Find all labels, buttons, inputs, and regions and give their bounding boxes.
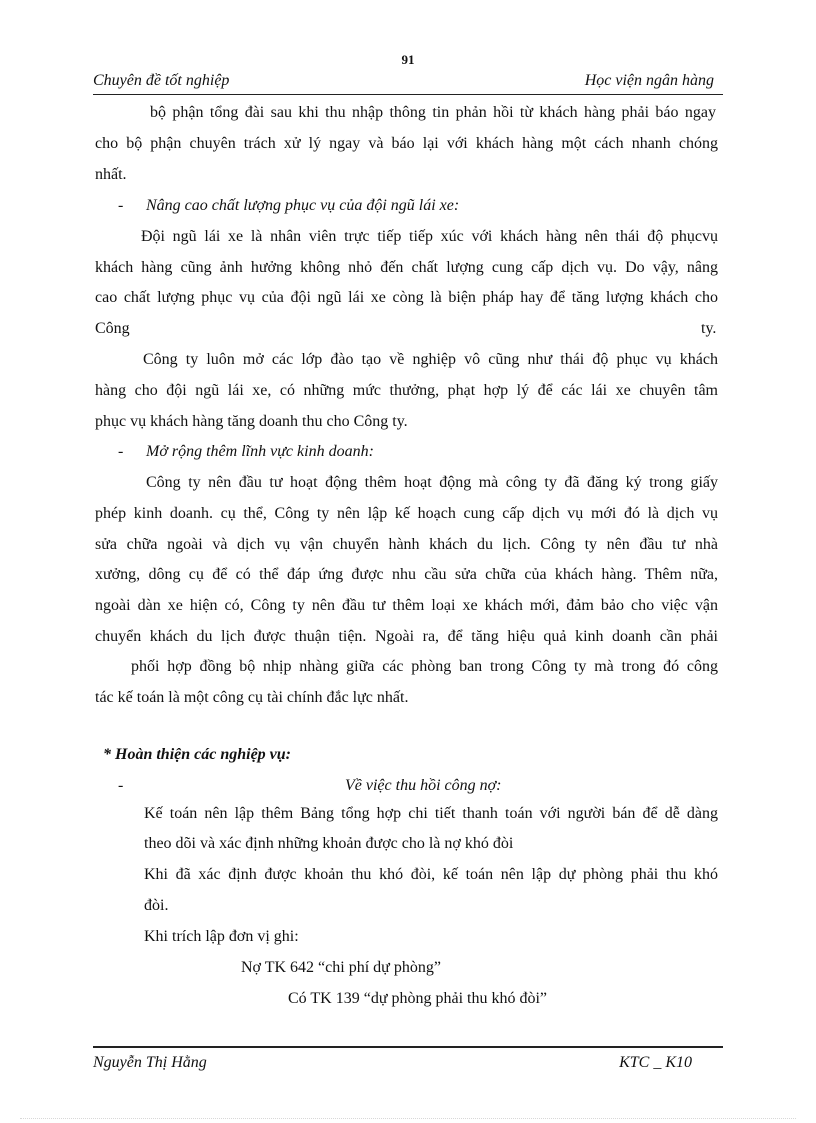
- paragraph-line: Công: [95, 320, 130, 337]
- paragraph-line: cho bộ phận chuyên trách xử lý ngay và báo lại với khách hàng một cách nhanh chóng: [95, 135, 718, 152]
- header-left-title: Chuyên đề tốt nghiệp: [93, 72, 230, 89]
- paragraph-line: đòi.: [144, 897, 169, 914]
- header-right-title: Học viện ngân hàng: [584, 72, 714, 89]
- paragraph-line: cao chất lượng phục vụ của đội ngũ lái xe còng là biện pháp hay để tăng lượng khách cho: [95, 289, 718, 306]
- paragraph-line: ngoài dàn xe hiện có, Công ty nên đầu tư thêm loại xe khách mới, đảm bảo cho việc vận: [95, 597, 718, 614]
- section-heading: Về việc thu hồi công nợ:: [345, 777, 502, 794]
- paragraph-line: hàng cho đội ngũ lái xe, có những mức thưởng, phạt hợp lý để các lái xe chuyên tâm: [95, 382, 718, 399]
- header-rule: [93, 94, 723, 95]
- paragraph-line: chuyển khách du lịch được thuận tiện. Ngoài ra, để tăng hiệu quả kinh doanh cần phải: [95, 628, 718, 645]
- paragraph-line: tác kế toán là một công cụ tài chính đắc lực nhất.: [95, 689, 409, 706]
- footer-rule: [93, 1046, 723, 1048]
- paragraph-line: Công ty nên đầu tư hoạt động thêm hoạt động mà công ty đã đăng ký trong giấy: [146, 474, 718, 491]
- paragraph-line: Công ty luôn mở các lớp đào tạo về nghiệp vô cũng như thái độ phục vụ khách: [143, 351, 718, 368]
- paragraph-line: sửa chữa ngoài và dịch vụ vận chuyển hành khách du lịch. Công ty nên đầu tư nhà: [95, 536, 718, 553]
- paragraph-line: xưởng, dông cụ để có thể đáp ứng được nhu cầu sửa chữa của khách hàng. Thêm nữa,: [95, 566, 718, 583]
- paragraph-line: Kế toán nên lập thêm Bảng tổng hợp chi tiết thanh toán với người bán để dễ dàng: [144, 805, 718, 822]
- paragraph-line: bộ phận tổng đài sau khi thu nhập thông tin phản hồi từ khách hàng phải báo ngay: [150, 104, 716, 121]
- section-heading: Nâng cao chất lượng phục vụ của đội ngũ lái xe:: [146, 197, 460, 214]
- paragraph-line: theo dõi và xác định những khoản được cho là nợ khó đòi: [144, 835, 514, 852]
- paragraph-line: phục vụ khách hàng tăng doanh thu cho Công ty.: [95, 413, 408, 430]
- accounting-entry-debit: Nợ TK 642 “chi phí dự phòng”: [241, 959, 441, 976]
- paragraph-line: ty.: [701, 320, 717, 337]
- section-heading: Mở rộng thêm lĩnh vực kinh doanh:: [146, 443, 374, 460]
- paragraph-line: Khi đã xác định được khoản thu khó đòi, kế toán nên lập dự phòng phải thu khó: [144, 866, 718, 883]
- page-number: 91: [401, 52, 415, 67]
- paragraph-line: nhất.: [95, 166, 127, 183]
- page-edge: [20, 1118, 796, 1119]
- bullet-dash: -: [118, 443, 124, 460]
- bullet-dash: -: [118, 777, 124, 794]
- section-heading-bold: * Hoàn thiện các nghiệp vụ:: [103, 746, 292, 763]
- footer-author: Nguyễn Thị Hằng: [93, 1054, 207, 1071]
- footer-class: KTC _ K10: [619, 1054, 692, 1071]
- paragraph-line: Khi trích lập đơn vị ghi:: [144, 928, 299, 945]
- paragraph-line: phối hợp đồng bộ nhịp nhàng giữa các phòng ban trong Công ty mà trong đó công: [131, 658, 718, 675]
- paragraph-line: Đội ngũ lái xe là nhân viên trực tiếp tiếp xúc với khách hàng nên thái độ phụcvụ: [141, 228, 718, 245]
- paragraph-line: khách hàng cũng ảnh hưởng không nhỏ đến chất lượng cung cấp dịch vụ. Do vậy, nâng: [95, 259, 718, 276]
- paragraph-line: phép kinh doanh. cụ thể, Công ty nên lập kế hoạch cung cấp dịch vụ mới đó là dịch vụ: [95, 505, 718, 522]
- bullet-dash: -: [118, 197, 124, 214]
- accounting-entry-credit: Có TK 139 “dự phòng phải thu khó đòi”: [288, 990, 548, 1007]
